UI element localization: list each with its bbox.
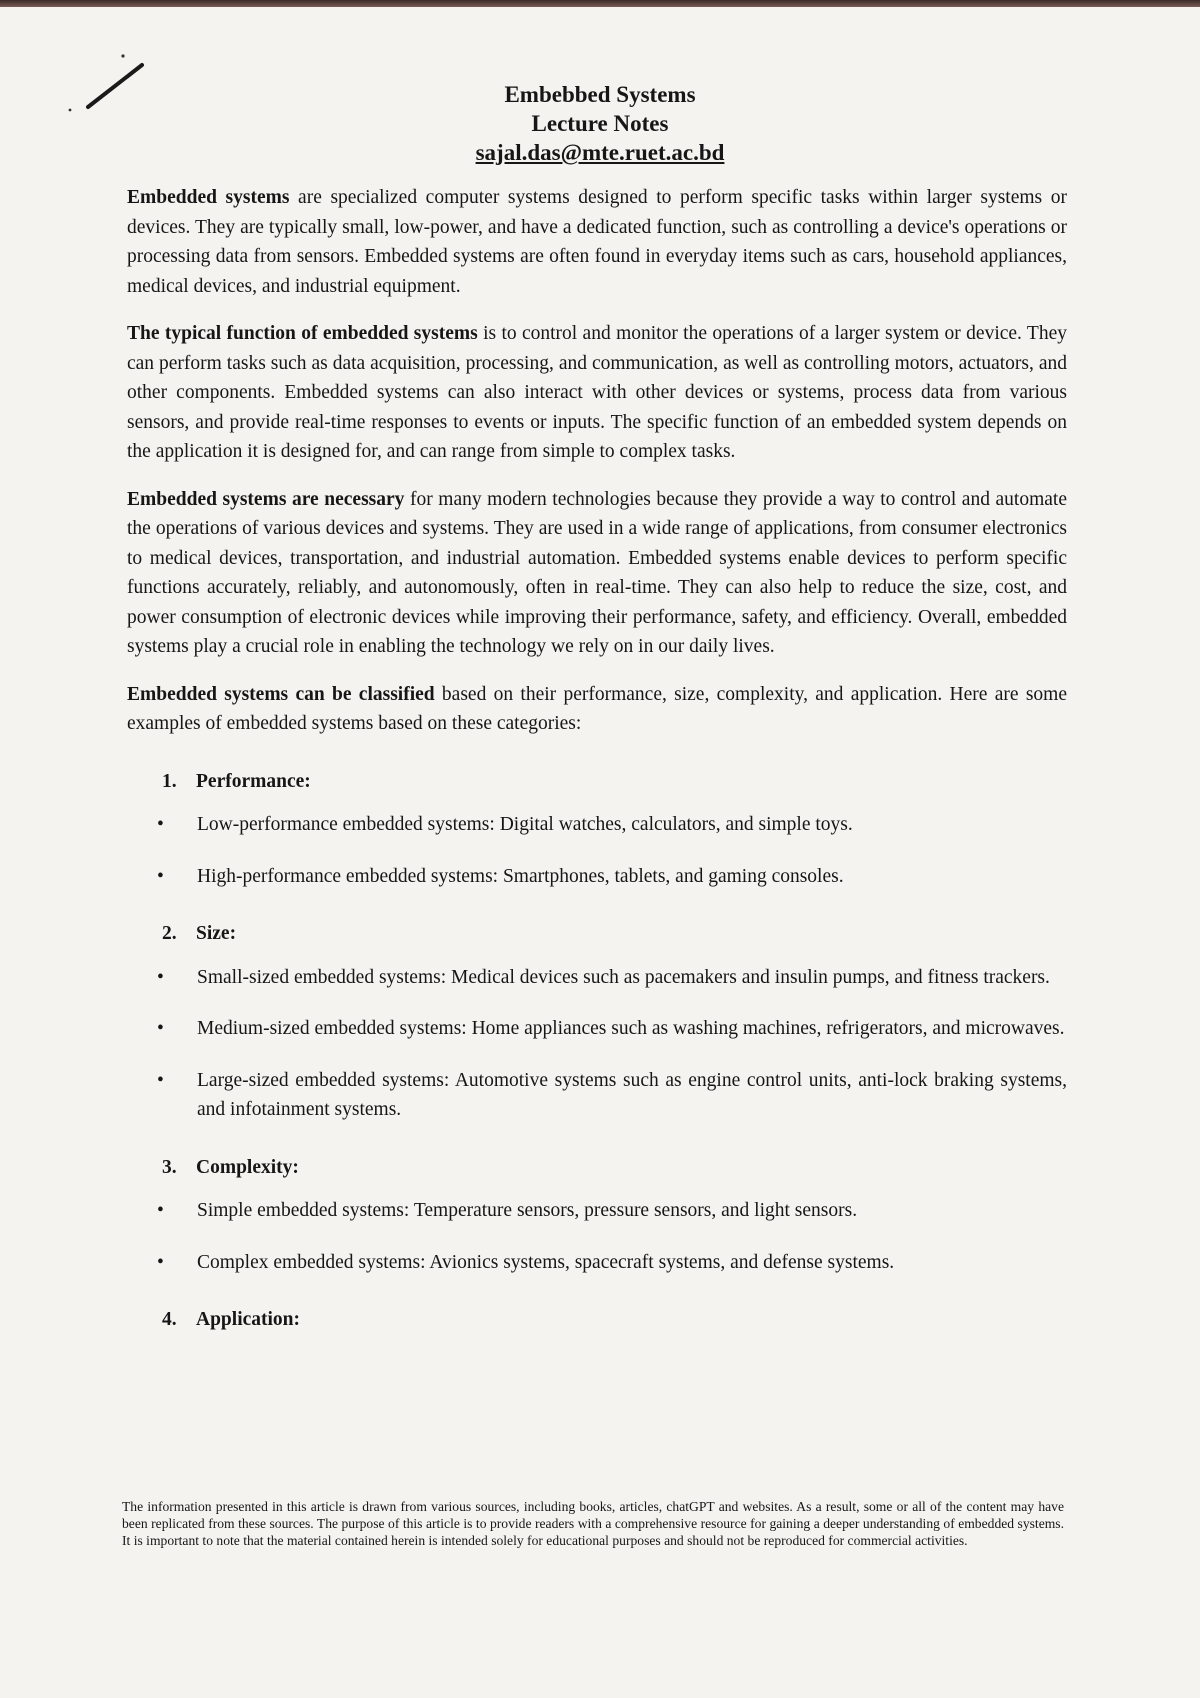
paragraph-function	[127, 319, 1067, 467]
list-item	[127, 963, 1067, 993]
category-heading-size	[162, 919, 1067, 949]
page-top-edge	[0, 0, 1200, 7]
paragraph-lead: Embedded systems	[127, 187, 290, 208]
list-item-text: Complex embedded systems: Avionics systems, spacecraft systems, and defense systems.	[197, 1251, 895, 1273]
document-title: Embebbed Systems	[504, 82, 696, 107]
author-email-link[interactable]: sajal.das@mte.ruet.ac.bd	[475, 140, 725, 165]
paragraph-lead: The typical function of embedded systems	[127, 323, 478, 344]
list-item	[127, 1014, 1067, 1044]
category-heading-complexity	[162, 1153, 1067, 1183]
bullet-icon: •	[157, 814, 164, 835]
list-item	[127, 1196, 1067, 1226]
category-title: Application:	[196, 1309, 301, 1330]
document-header	[0, 80, 1200, 167]
document-subtitle: Lecture Notes	[531, 111, 669, 136]
list-item	[127, 1248, 1067, 1278]
list-item	[127, 810, 1067, 840]
list-item	[127, 1066, 1067, 1125]
bullet-icon: •	[157, 966, 164, 988]
category-title: Size:	[196, 923, 237, 944]
paragraph-text: is to control and monitor the operations of a larger system or device. They can perform tasks such as data acquisition, processing, and communication, as well as controlling motors, actuators, and other components. Embedded systems can also interact with other devices or systems, process data from various sensors, and provide real-time responses to events or inputs. The specific function of an embedded system depends on the application it is designed for, and can range from simple to complex tasks.	[127, 323, 1067, 462]
bullet-icon: •	[157, 1251, 164, 1273]
list-item-text: Medium-sized embedded systems: Home appliances such as washing machines, refrigerators, and microwaves.	[197, 1018, 1065, 1039]
list-item	[127, 862, 1067, 892]
paragraph-classification	[127, 680, 1067, 739]
category-heading-application	[162, 1305, 1067, 1335]
category-heading-performance	[162, 767, 1067, 797]
paragraph-necessity	[127, 485, 1067, 662]
disclaimer-footer: The information presented in this article is drawn from various sources, including books, articles, chatGPT and websites. As a result, some or all of the content may have been replicated from these sources. The purpose of this article is to provide readers with a comprehensive resource for gaining a deeper understanding of embedded systems. It is important to note that the material contained herein is intended solely for educational purposes and should not be reproduced for commercial activities.	[122, 1499, 1064, 1548]
list-item-text: Small-sized embedded systems: Medical devices such as pacemakers and insulin pumps, and fitness trackers.	[197, 966, 1050, 988]
paragraph-text: based on their performance, size, complexity, and application. Here are some examples of embedded systems based on these categories:	[127, 683, 1067, 734]
category-title: Complexity:	[196, 1156, 299, 1178]
bullet-icon: •	[157, 1018, 164, 1039]
paragraph-definition	[127, 183, 1067, 301]
category-number: 4.	[162, 1309, 177, 1330]
paragraph-lead: Embedded systems can be classified	[127, 683, 435, 705]
list-item-text: Low-performance embedded systems: Digital watches, calculators, and simple toys.	[197, 814, 853, 835]
bullet-icon: •	[157, 865, 164, 887]
category-number: 1.	[162, 770, 177, 792]
bullet-icon: •	[157, 1200, 164, 1221]
list-item-text: High-performance embedded systems: Smartphones, tablets, and gaming consoles.	[197, 865, 844, 887]
category-number: 2.	[162, 923, 177, 944]
category-number: 3.	[162, 1156, 177, 1178]
list-item-text: Simple embedded systems: Temperature sensors, pressure sensors, and light sensors.	[197, 1200, 858, 1221]
list-item-text: Large-sized embedded systems: Automotive systems such as engine control units, anti-lock braking systems, and infotainment systems.	[197, 1069, 1067, 1120]
category-title: Performance:	[196, 770, 311, 792]
bullet-icon: •	[157, 1069, 164, 1091]
paragraph-text: for many modern technologies because they provide a way to control and automate the operations of various devices and systems. They are used in a wide range of applications, from consumer electronics to medical devices, transportation, and industrial automation. Embedded systems enable devices to perform specific functions accurately, reliably, and autonomously, often in real-time. They can also help to reduce the size, cost, and power consumption of electronic devices while improving their performance, safety, and efficiency. Overall, embedded systems play a crucial role in enabling the technology we rely on in our daily lives.	[127, 488, 1067, 657]
paragraph-text: are specialized computer systems designed to perform specific tasks within larger systems or devices. They are typically small, low-power, and have a dedicated function, such as controlling a device's operations or processing data from sensors. Embedded systems are often found in everyday items such as cars, household appliances, medical devices, and industrial equipment.	[127, 187, 1067, 297]
paragraph-lead: Embedded systems are necessary	[127, 488, 405, 510]
document-body	[127, 183, 1067, 1349]
